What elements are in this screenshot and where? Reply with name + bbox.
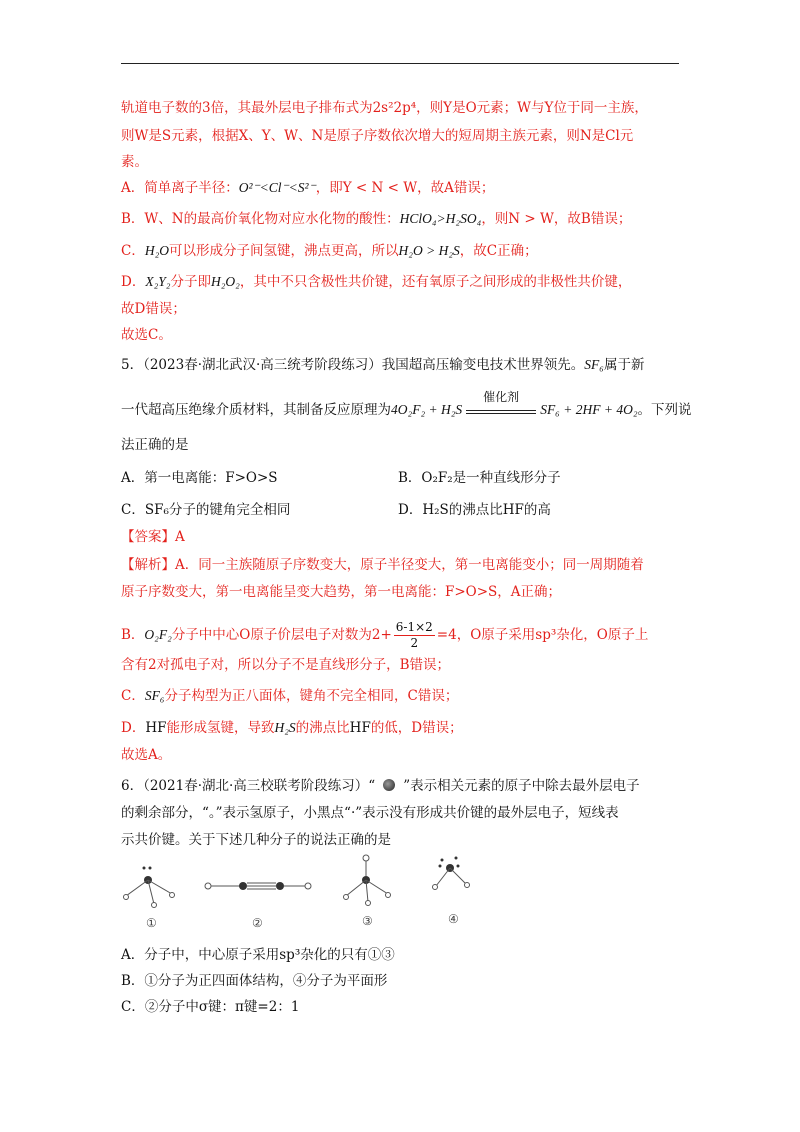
answer: 【答案】A (121, 529, 185, 545)
molecule-2-label: ② (252, 916, 263, 930)
formula: HClO₄>H₂SO₄ (399, 211, 482, 226)
reaction-arrow: 催化剂 (466, 402, 536, 420)
formula: HF (349, 720, 371, 736)
formula: H₂O₂ (210, 274, 240, 289)
formula: HF (145, 720, 167, 736)
molecule-3-diagram (338, 852, 398, 932)
core-atom-icon (383, 779, 395, 791)
molecule-2-diagram (202, 860, 312, 934)
formula: H₂O (144, 243, 170, 258)
explain-a: A．简单离子半径：O²⁻<Cl⁻<S²⁻，即Y < N < W，故A错误； (121, 180, 495, 196)
molecule-3-label: ③ (362, 914, 373, 928)
molecule-1-label: ① (146, 916, 157, 930)
text-line: 轨道电子数的3倍，其最外层电子排布式为2s²2p⁴，则Y是O元素；W与Y位于同一主族， (121, 100, 648, 116)
option-b: B．O₂F₂是一种直线形分子 (398, 470, 561, 486)
text-line: 素。 (121, 154, 148, 170)
analysis-line: 【解析】A．同一主族随原子序数变大，原子半径变大，第一电离能变小；同一周期随着 (121, 557, 644, 573)
header-rule (121, 63, 679, 64)
analysis-line: 含有2对孤电子对，所以分子不是直线形分子，B错误； (121, 657, 451, 673)
question-5: 5．（2023春·湖北武汉·高三统考阶段练习）我国超高压输变电技术世界领先。SF₆属于新 (121, 357, 645, 373)
text-line: 示共价键。关于下述几种分子的说法正确的是 (121, 832, 391, 848)
text-line: 故选A。 (121, 747, 172, 763)
formula: H₂S (274, 720, 296, 735)
option-c: C．②分子中σ键：π键=2：1 (121, 999, 300, 1015)
option-a: A．第一电离能：F>O>S (121, 470, 278, 486)
formula: SF₆ (144, 688, 165, 703)
text-line: 法正确的是 (121, 437, 189, 453)
formula: SF₆ + 2HF + 4O₂ (540, 402, 638, 417)
text-line: 故选C。 (121, 327, 172, 343)
option-c: C．SF₆分子的键角完全相同 (121, 502, 291, 518)
formula: O₂F₂ (144, 627, 172, 642)
explain-d: D．X₂Y₂分子即H₂O₂，其中不只含极性共价键，还有氧原子之间形成的非极性共价键， (121, 274, 632, 290)
explain-b: B．W、N的最高价氧化物对应水化物的酸性：HClO₄>H₂SO₄，则N > W，故B错误； (121, 211, 632, 227)
analysis-line: 原子序数变大，第一电离能呈变大趋势，第一电离能：F>O>S，A正确； (121, 584, 562, 600)
formula: H₂O > H₂S (398, 243, 460, 258)
option-d: D．H₂S的沸点比HF的高 (398, 502, 551, 518)
analysis-d: D．HF能形成氢键，导致H₂S的沸点比HF的低，D错误； (121, 720, 463, 736)
molecule-4-diagram (428, 852, 478, 932)
molecule-4-label: ④ (448, 912, 459, 926)
option-a: A．分子中，中心原子采用sp³杂化的只有①③ (121, 947, 395, 963)
molecule-1-diagram (118, 860, 188, 934)
text-line: 则W是S元素，根据X、Y、W、N是原子序数依次增大的短周期主族元素，则N是Cl元 (121, 128, 634, 144)
explain-c: C．H₂O可以形成分子间氢键，沸点更高，所以H₂O > H₂S，故C正确； (121, 243, 538, 259)
formula: O²⁻<Cl⁻<S²⁻ (238, 180, 316, 195)
question-5-reaction: 一代超高压绝缘介质材料，其制备反应原理为4O₂F₂ + H₂S 催化剂 SF₆ + 2HF + 4O₂。下列说 (121, 389, 692, 418)
text-line: 的剩余部分，“。”表示氢原子，小黑点“·”表示没有形成共价键的最外层电子，短线表 (121, 805, 619, 821)
formula: SF₆ (584, 357, 604, 372)
formula: X₂Y₂ (145, 274, 171, 289)
fraction: $\frac{6-1\times 2}{2}$ (395, 620, 433, 650)
question-6: 6．（2021春·湖北·高三校联考阶段练习）“ ”表示相关元素的原子中除去最外层电子 (121, 778, 640, 794)
text-line: 故D错误； (121, 301, 186, 317)
option-b: B．①分子为正四面体结构，④分子为平面形 (121, 973, 388, 989)
analysis-c: C．SF₆分子构型为正八面体，键角不完全相同，C错误； (121, 688, 459, 704)
formula: 4O₂F₂ + H₂S (391, 402, 463, 417)
analysis-b: B．O₂F₂分子中中心O原子价层电子对数为2+ $\frac{6-1\times 2}{2}$ =4，O原子采用sp³杂化，O原子上 (121, 620, 649, 650)
